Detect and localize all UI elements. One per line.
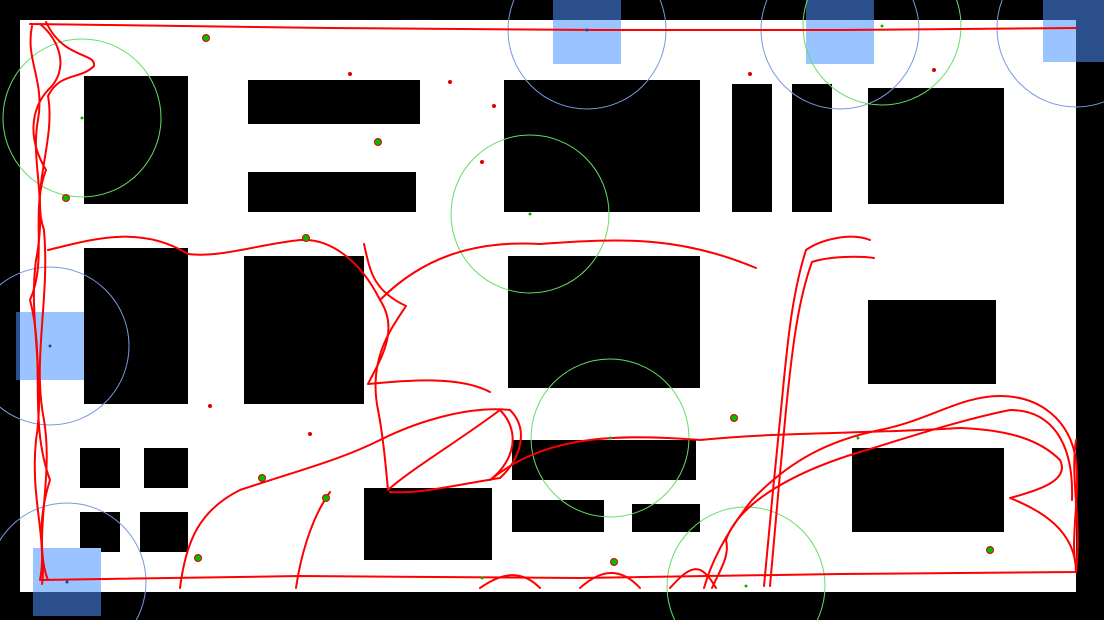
obstacle <box>504 80 700 212</box>
charging-station-shadow <box>1043 0 1076 20</box>
charging-station-shadow <box>33 592 101 616</box>
obstacle <box>868 88 1004 204</box>
obstacle <box>364 488 492 560</box>
waypoint-green <box>195 555 202 562</box>
sensor-center <box>857 437 860 440</box>
charging-station-shadow <box>806 0 874 20</box>
obstacle <box>732 84 772 212</box>
obstacle <box>508 256 700 388</box>
obstacle <box>248 80 420 124</box>
obstacle <box>244 256 364 404</box>
waypoint-red <box>208 404 212 408</box>
obstacle <box>140 512 188 552</box>
waypoint-red <box>492 104 496 108</box>
waypoint-green <box>323 495 330 502</box>
waypoint-red <box>932 68 936 72</box>
obstacle <box>632 504 700 532</box>
sensor-center <box>529 213 532 216</box>
sensor-center <box>586 29 589 32</box>
obstacle <box>792 84 832 212</box>
waypoint-green <box>63 195 70 202</box>
obstacle <box>84 76 188 204</box>
sensor-center <box>881 25 884 28</box>
waypoint-green <box>259 475 266 482</box>
waypoint-green <box>611 559 618 566</box>
obstacle <box>144 448 188 488</box>
charging-station-shadow <box>553 0 621 20</box>
waypoint-red <box>348 72 352 76</box>
obstacle <box>512 500 604 532</box>
obstacle <box>868 300 996 384</box>
waypoint-green <box>731 415 738 422</box>
waypoint-green <box>303 235 310 242</box>
obstacle <box>84 248 188 404</box>
obstacle <box>248 172 416 212</box>
sensor-center <box>49 345 52 348</box>
sensor-center <box>609 437 612 440</box>
waypoint-red <box>748 72 752 76</box>
sensor-center <box>481 577 484 580</box>
waypoint-red <box>480 160 484 164</box>
sensor-center <box>81 117 84 120</box>
waypoint-green <box>203 35 210 42</box>
waypoint-green <box>987 547 994 554</box>
waypoint-red <box>448 80 452 84</box>
obstacle <box>852 448 1004 532</box>
charging-station-shadow <box>16 312 20 380</box>
waypoint-green <box>375 139 382 146</box>
charging-station-shadow <box>1076 0 1104 62</box>
sensor-center <box>745 585 748 588</box>
waypoint-red <box>308 432 312 436</box>
obstacle <box>80 448 120 488</box>
sensor-center <box>66 581 69 584</box>
